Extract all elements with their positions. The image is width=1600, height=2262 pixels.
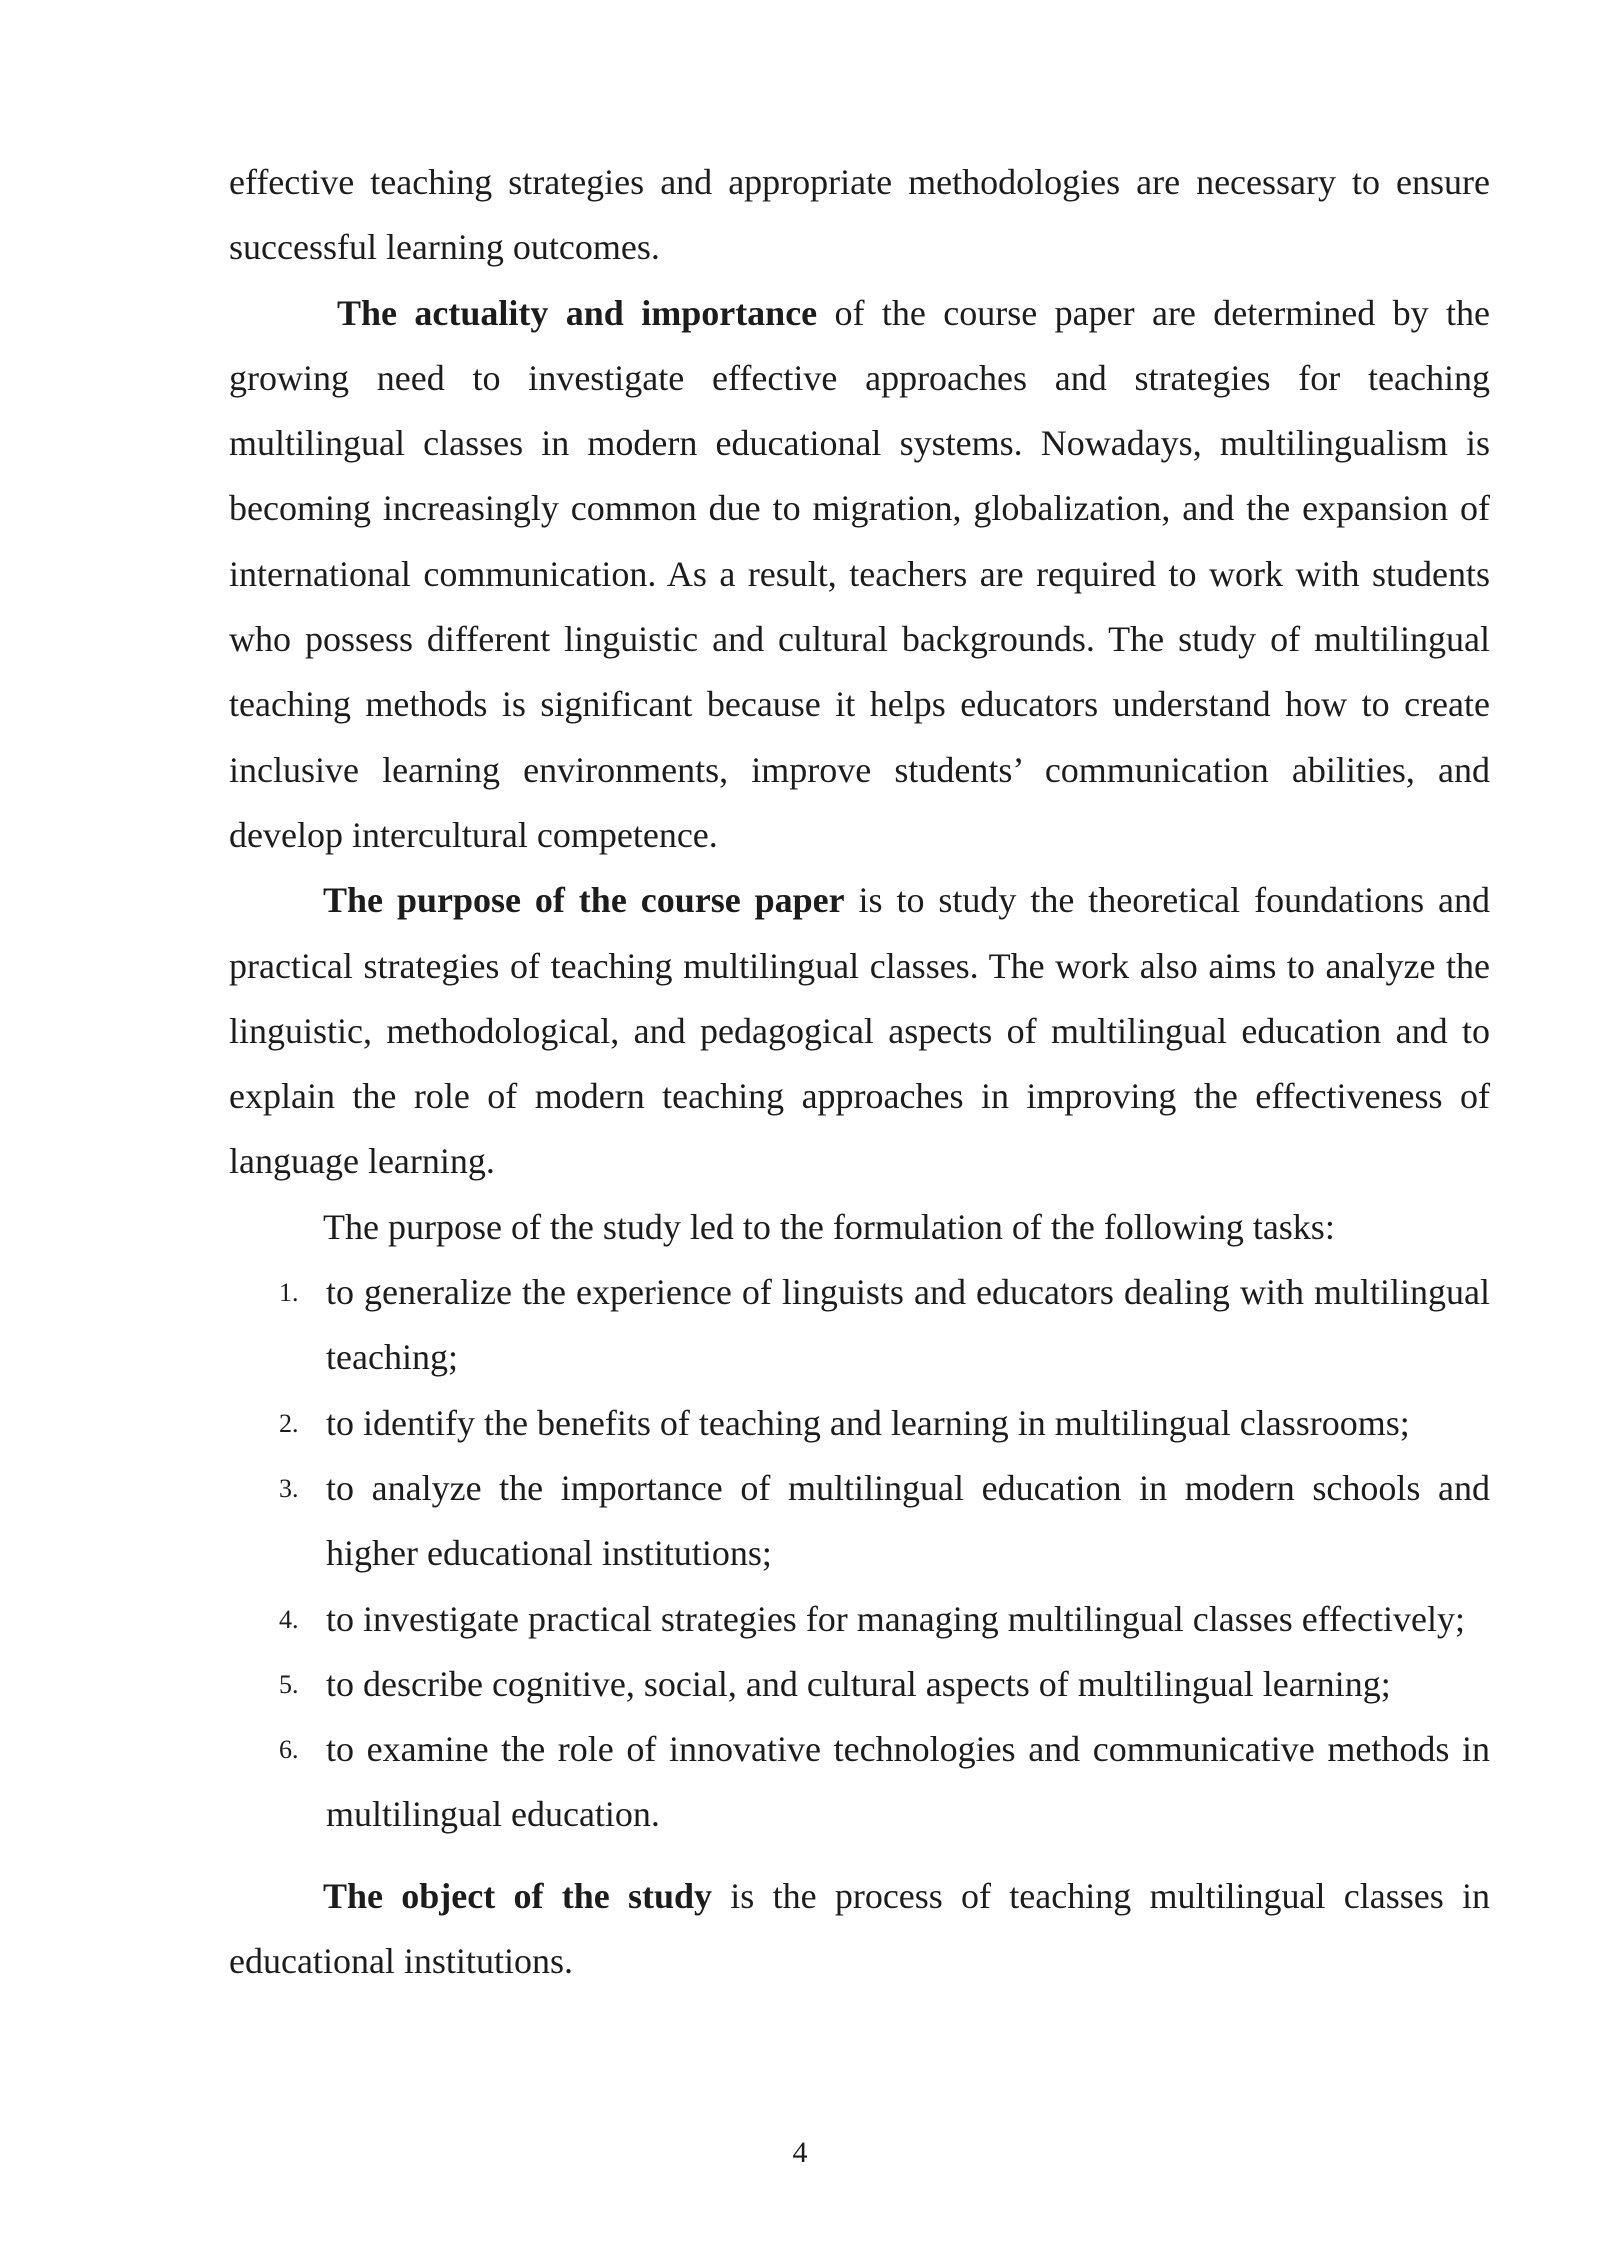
purpose-heading: The purpose of the course paper <box>323 880 845 921</box>
list-item-number: 2. <box>279 1408 299 1438</box>
list-item-text: to identify the benefits of teaching and learning in multilingual classrooms; <box>326 1402 1410 1443</box>
list-item-text: to analyze the importance of multilingual education in modern schools and higher educational institutions; <box>326 1467 1490 1574</box>
list-item-number: 5. <box>279 1669 299 1699</box>
purpose-text: is to study the theoretical foundations and practical strategies of teaching multilingual classes. The work also aims to analyze the linguistic, methodological, and pedagogical aspects of multilingual education and to explain the role of modern teaching approaches in improving the effectiveness of language learning. <box>229 880 1490 1182</box>
object-text: is the process of teaching multilingual classes in educational institutions. <box>229 1875 1490 1982</box>
list-item-text: to describe cognitive, social, and cultural aspects of multilingual learning; <box>326 1663 1391 1704</box>
list-item-text: to investigate practical strategies for managing multilingual classes effectively; <box>326 1598 1465 1639</box>
list-item <box>229 1587 1490 1652</box>
object-paragraph <box>229 1864 1490 1995</box>
intro-fragment-paragraph: effective teaching strategies and appropriate methodologies are necessary to ensure successful learning outcomes. <box>229 162 1490 268</box>
list-item <box>229 1456 1490 1587</box>
list-item-text: to generalize the experience of linguists and educators dealing with multilingual teaching; <box>326 1272 1490 1378</box>
list-item <box>229 1652 1490 1717</box>
list-item-text: to examine the role of innovative technologies and communicative methods in multilingual education. <box>326 1729 1490 1835</box>
list-item <box>229 1260 1490 1391</box>
list-item-number: 4. <box>279 1604 299 1634</box>
object-heading: The object of the study <box>323 1875 713 1916</box>
actuality-paragraph <box>229 281 1490 869</box>
list-item <box>229 1717 1490 1848</box>
list-item <box>229 1391 1490 1456</box>
list-item-number: 6. <box>279 1735 299 1765</box>
tasks-intro: The purpose of the study led to the formulation of the following tasks: <box>323 1206 1335 1247</box>
list-item-number: 3. <box>279 1473 299 1503</box>
purpose-paragraph <box>229 868 1490 1194</box>
document-page <box>229 150 1490 1994</box>
list-item-number: 1. <box>279 1278 299 1308</box>
actuality-text: of the course paper are determined by the growing need to investigate effective approaches and strategies for teaching multilingual classes in modern educational systems. Nowadays, multilingualism is becoming increasingly common due to migration, globalization, and the expansion of international communication. As a result, teachers are required to work with students who possess different linguistic and cultural backgrounds. The study of multilingual teaching methods is significant because it helps educators understand how to create inclusive learning environments, improve students’ communication abilities, and develop intercultural competence. <box>229 292 1490 855</box>
actuality-heading: The actuality and importance <box>337 292 818 333</box>
tasks-list <box>229 1260 1490 1848</box>
page-number: 4 <box>792 2136 808 2169</box>
